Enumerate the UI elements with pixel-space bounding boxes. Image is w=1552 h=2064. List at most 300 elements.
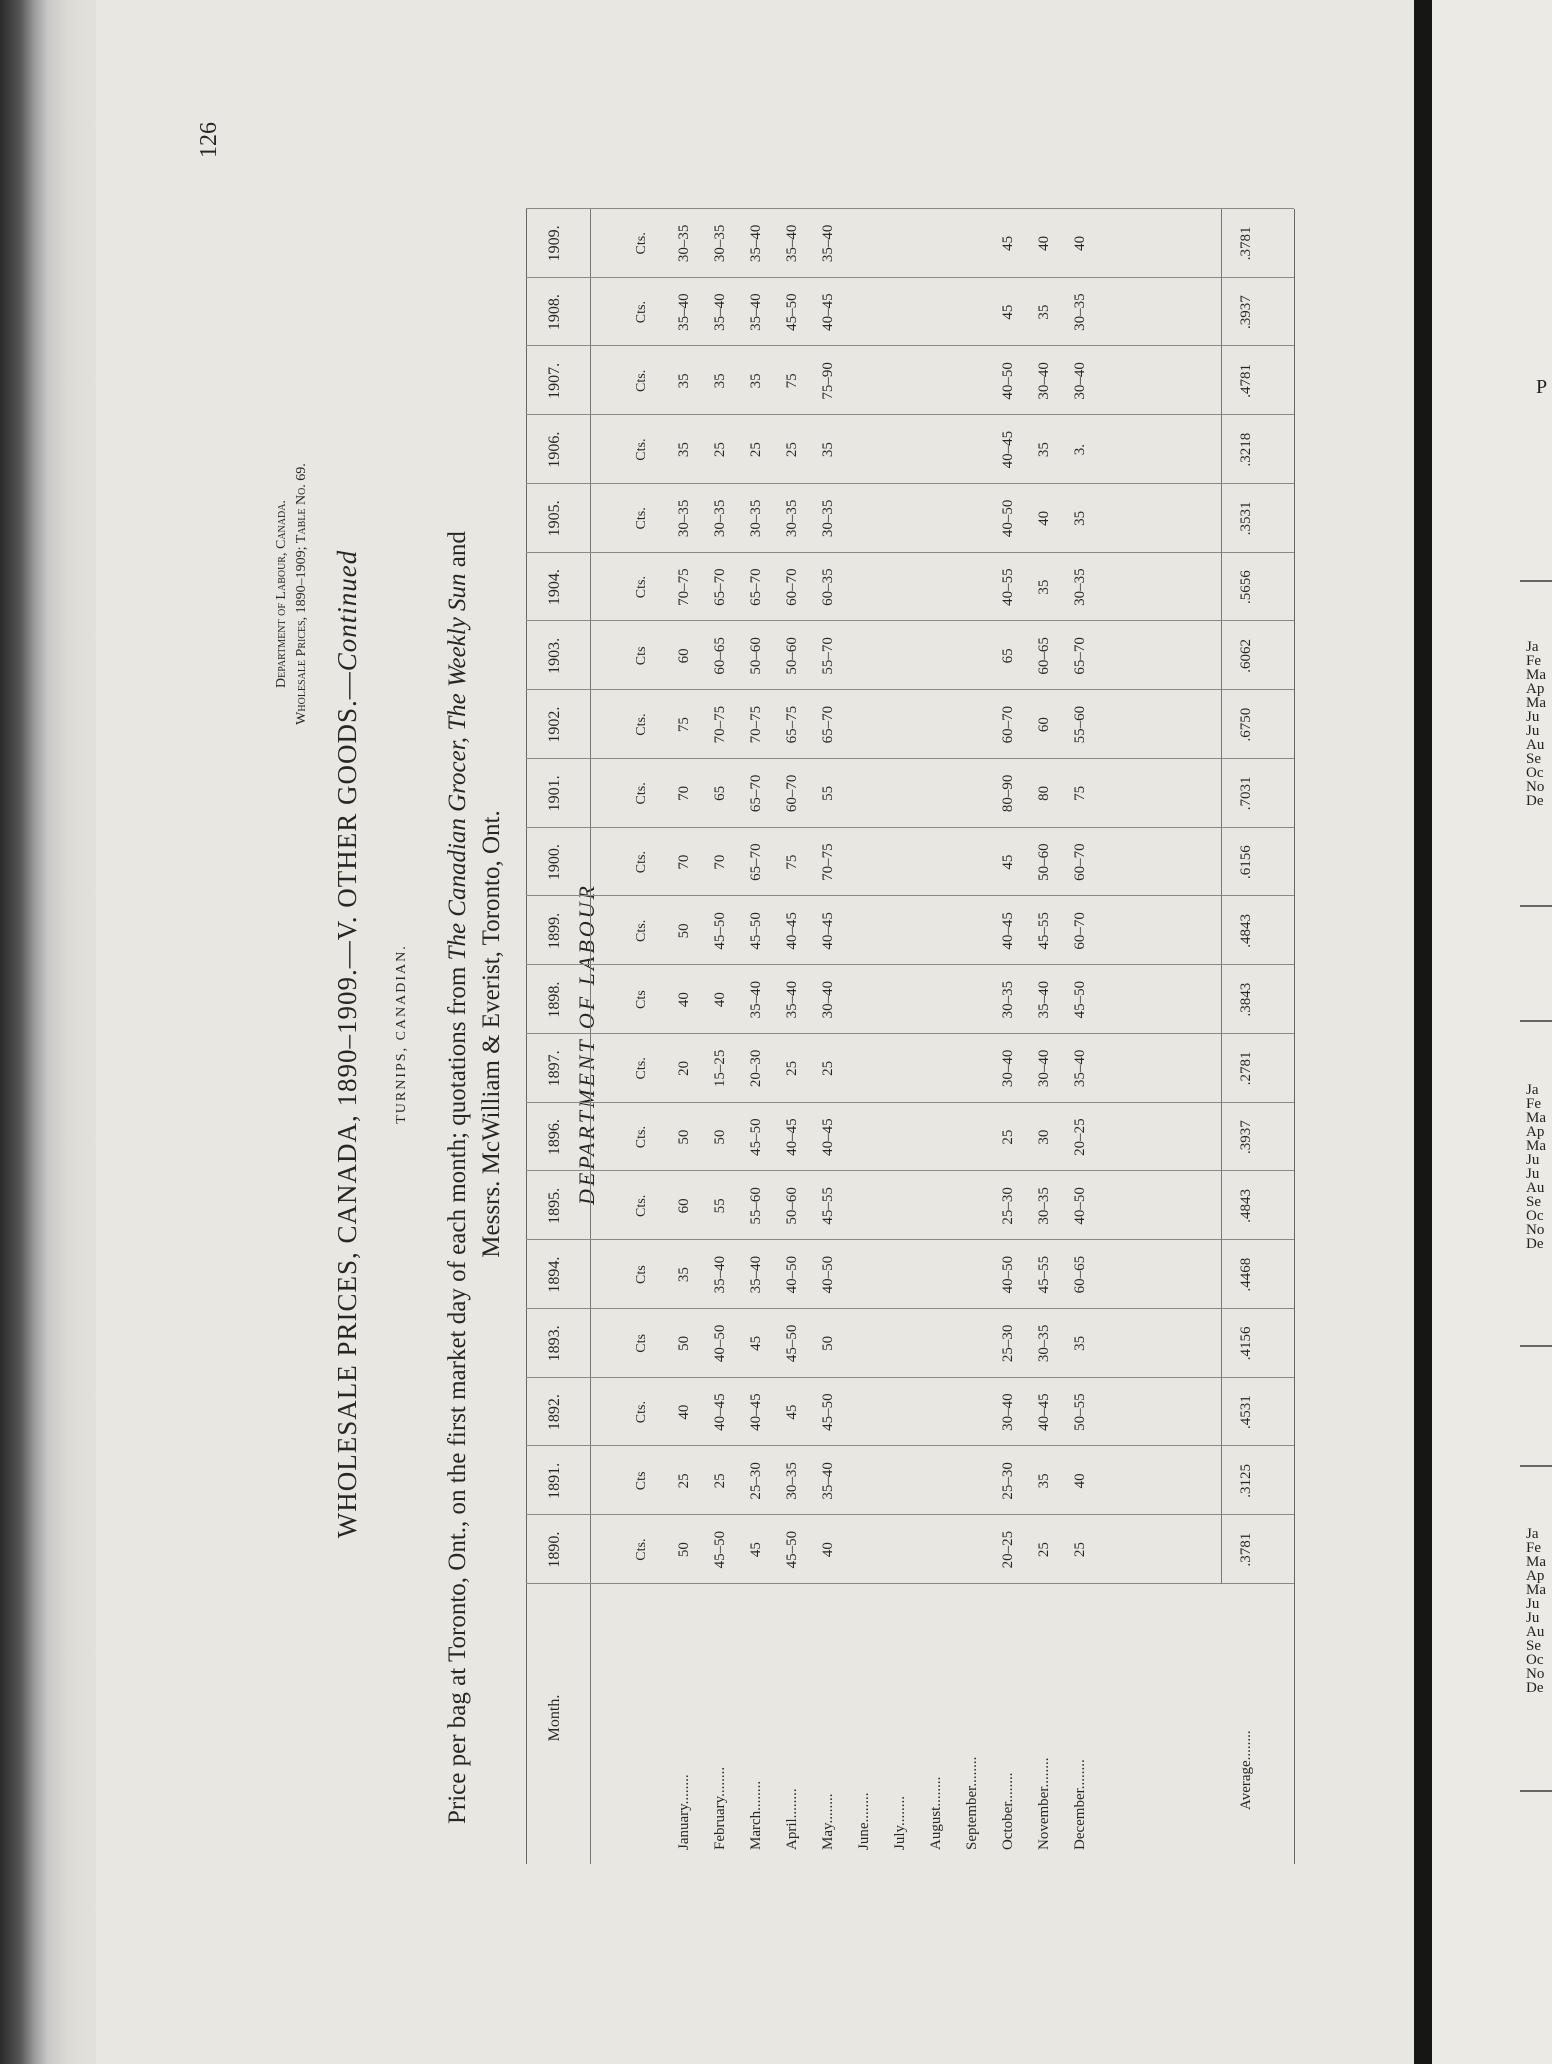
price-cell: 40–55 — [1000, 568, 1016, 606]
price-cell: 40 — [1036, 235, 1052, 251]
price-cell: 35–40 — [748, 1255, 764, 1294]
price-cell: 35–40 — [820, 1462, 836, 1500]
price-cell: 40–45 — [1036, 1393, 1052, 1431]
department-credit — [272, 394, 312, 794]
price-cell: 60–70 — [1072, 912, 1088, 950]
facing-page-month-fragment: Ma — [1526, 667, 1546, 683]
price-cell: 30–40 — [1036, 1049, 1052, 1088]
price-cell: 45 — [748, 1542, 764, 1558]
price-cell: 70 — [676, 854, 692, 870]
year-header: 1909. — [546, 225, 563, 262]
price-cell: 60 — [676, 648, 692, 664]
price-cell: 45–50 — [784, 1324, 800, 1363]
average-cell: .4468 — [1238, 1257, 1254, 1292]
price-cell: 30 — [1036, 1129, 1052, 1145]
price-cell: 50 — [676, 1335, 692, 1351]
average-cell: .2781 — [1238, 1051, 1254, 1086]
average-cell: .3125 — [1238, 1464, 1254, 1498]
price-cell: 40–50 — [1000, 1255, 1016, 1294]
price-cell: 60 — [1036, 717, 1052, 733]
facing-page-month-fragment: Ju — [1526, 1610, 1540, 1626]
price-cell: 20–30 — [748, 1049, 764, 1088]
facing-page-month-fragment: Ma — [1526, 1582, 1546, 1598]
price-cell: 55–60 — [748, 1187, 764, 1225]
price-cell: 35–40 — [712, 1255, 728, 1294]
price-cell: 40–45 — [820, 1118, 836, 1156]
month-label: March........ — [748, 1780, 764, 1850]
year-header: 1891. — [546, 1462, 563, 1499]
price-cell: 75 — [784, 373, 800, 389]
facing-page-month-fragment: De — [1526, 1680, 1544, 1696]
price-cell: 30–35 — [1036, 1324, 1052, 1363]
price-cell: 25–30 — [1000, 1324, 1016, 1363]
price-cell: 30–35 — [1000, 980, 1016, 1019]
price-cell: 30–35 — [784, 499, 800, 538]
price-cell: 35–40 — [676, 293, 692, 331]
unit-label: Cts. — [634, 301, 649, 324]
average-cell: .4843 — [1238, 914, 1254, 948]
facing-page-month-fragment: Se — [1526, 1194, 1541, 1210]
month-label: October........ — [1000, 1772, 1016, 1850]
price-cell: 40–45 — [784, 912, 800, 950]
month-label: December........ — [1072, 1759, 1088, 1850]
table-bottom-rule — [1294, 209, 1295, 1864]
unit-label: Cts. — [634, 1194, 649, 1217]
price-cell: 60–70 — [784, 568, 800, 606]
price-cell: 30–35 — [1072, 293, 1088, 331]
facing-page-month-fragment: No — [1526, 779, 1545, 795]
price-cell: 30–35 — [1036, 1187, 1052, 1225]
unit-label: Cts. — [634, 369, 649, 392]
price-cell: 30–40 — [820, 980, 836, 1019]
price-cell: 45 — [1000, 854, 1016, 870]
price-cell: 45 — [1000, 304, 1016, 320]
price-cell: 25–30 — [1000, 1462, 1016, 1500]
unit-label: Cts. — [634, 782, 649, 805]
facing-page-month-fragment: Ju — [1526, 1166, 1540, 1182]
average-cell: .7031 — [1238, 776, 1254, 811]
price-cell: 45–50 — [820, 1393, 836, 1431]
average-cell: .4156 — [1238, 1326, 1254, 1361]
facing-page-month-fragment: Ju — [1526, 1596, 1540, 1612]
price-cell: 35–40 — [748, 224, 764, 263]
facing-page-month-fragment: Ma — [1526, 1554, 1546, 1570]
price-cell: 35 — [1036, 1473, 1052, 1489]
price-cell: 60–65 — [712, 637, 728, 675]
price-cell: 20 — [676, 1060, 692, 1076]
price-cell: 70 — [676, 785, 692, 801]
price-cell: 60–65 — [1036, 637, 1052, 675]
price-cell: 70–75 — [676, 568, 692, 606]
price-cell: 35 — [712, 373, 728, 389]
price-cell: 20–25 — [1000, 1530, 1016, 1569]
price-cell: 30–35 — [820, 499, 836, 538]
facing-page-month-fragment: Ma — [1526, 695, 1546, 711]
facing-page-letter: P — [1536, 376, 1548, 398]
price-cell: 45–50 — [784, 293, 800, 331]
price-cell: 40 — [712, 992, 728, 1008]
year-header: 1902. — [546, 706, 563, 743]
price-cell: 45 — [784, 1404, 800, 1420]
facing-page-rule — [1520, 1020, 1552, 1022]
facing-page-rule — [1520, 1465, 1552, 1467]
price-cell: 30–35 — [748, 499, 764, 538]
average-cell: .3781 — [1238, 1532, 1254, 1567]
table-top-rule — [526, 209, 527, 1864]
price-cell: 50 — [676, 923, 692, 939]
price-cell: 40 — [1072, 1473, 1088, 1489]
price-cell: 30–40 — [1000, 1049, 1016, 1088]
facing-page-month-fragment: Ju — [1526, 1152, 1540, 1168]
price-cell: 30–35 — [1072, 568, 1088, 606]
unit-label: Cts. — [634, 1126, 649, 1149]
average-cell: .3937 — [1238, 295, 1254, 329]
price-cell: 75–90 — [820, 362, 836, 400]
facing-page-month-fragment: Oc — [1526, 1208, 1544, 1224]
price-cell: 60–35 — [820, 568, 836, 606]
price-cell: 70 — [712, 854, 728, 870]
table-header-rule — [590, 209, 591, 1864]
price-cell: 50–60 — [784, 1187, 800, 1225]
price-cell: 65–70 — [748, 843, 764, 881]
price-cell: 15–25 — [712, 1049, 728, 1088]
facing-page-month-fragment: Se — [1526, 751, 1541, 767]
price-cell: 60–70 — [784, 774, 800, 813]
price-cell: 25 — [820, 1060, 836, 1076]
intro-line-2: Messrs. McWilliam & Everist, Toronto, Ont. — [478, 810, 505, 1258]
facing-page-month-fragment: Ja — [1526, 639, 1539, 655]
price-cell: 25 — [748, 442, 764, 458]
price-cell: 25–30 — [748, 1462, 764, 1500]
facing-page-month-fragment: No — [1526, 1222, 1545, 1238]
unit-label: Cts. — [634, 919, 649, 942]
price-cell: 40 — [676, 1404, 692, 1420]
year-header: 1900. — [546, 844, 563, 881]
department-credit-line-2: Wholesale Prices, 1890–1909; Table No. 69. — [294, 463, 309, 725]
price-cell: 50 — [820, 1335, 836, 1351]
facing-page-rule — [1520, 905, 1552, 907]
average-cell: .4843 — [1238, 1189, 1254, 1223]
price-cell: 25 — [784, 1060, 800, 1076]
price-cell: 45–55 — [1036, 1255, 1052, 1294]
price-cell: 35 — [1072, 1335, 1088, 1351]
price-cell: 40–50 — [1000, 499, 1016, 538]
average-cell: .6750 — [1238, 707, 1254, 742]
price-cell: 35 — [676, 1267, 692, 1283]
price-cell: 45–55 — [820, 1187, 836, 1225]
price-cell: 40 — [1036, 510, 1052, 526]
unit-label: Cts — [634, 990, 649, 1009]
facing-page-month-fragment: Ap — [1526, 681, 1545, 697]
unit-label: Cts. — [634, 713, 649, 736]
unit-label: Cts. — [634, 576, 649, 599]
price-cell: 65–70 — [712, 568, 728, 606]
month-label: July........ — [892, 1795, 908, 1850]
year-header: 1893. — [546, 1325, 563, 1362]
price-cell: 35–40 — [1036, 980, 1052, 1019]
price-cell: 50 — [676, 1129, 692, 1145]
facing-page-month-fragment: Ju — [1526, 723, 1540, 739]
price-cell: 50 — [676, 1542, 692, 1558]
intro-line-1 — [444, 244, 472, 1824]
facing-page-month-fragment: De — [1526, 1236, 1544, 1252]
price-cell: 25 — [1036, 1542, 1052, 1558]
price-cell: 65 — [712, 785, 728, 801]
price-cell: 40 — [820, 1542, 836, 1558]
rotated-page-content — [96, 0, 1414, 2064]
year-header: 1901. — [546, 775, 563, 812]
month-label: August........ — [928, 1776, 944, 1850]
price-cell: 40–45 — [1000, 912, 1016, 950]
price-cell: 75 — [676, 717, 692, 733]
price-cell: 30–40 — [1036, 362, 1052, 400]
year-header: 1899. — [546, 912, 563, 949]
price-cell: 45–50 — [712, 912, 728, 950]
price-cell: 65–70 — [1072, 637, 1088, 675]
price-cell: 25 — [676, 1473, 692, 1489]
average-cell: .5656 — [1238, 570, 1254, 604]
price-cell: 50–60 — [1036, 843, 1052, 881]
price-cell: 40–45 — [784, 1118, 800, 1156]
facing-page-month-fragment: Au — [1526, 1180, 1545, 1196]
facing-page-month-fragment: Se — [1526, 1638, 1541, 1654]
price-cell: 20–25 — [1072, 1118, 1088, 1156]
unit-label: Cts — [634, 646, 649, 666]
price-cell: 40–45 — [820, 912, 836, 950]
facing-page-month-fragment: Ja — [1526, 1082, 1539, 1098]
year-header: 1908. — [546, 294, 563, 331]
price-cell: 30–40 — [1000, 1393, 1016, 1431]
price-cell: 30–35 — [676, 499, 692, 538]
price-cell: 35–40 — [748, 980, 764, 1019]
price-cell: 30–35 — [676, 224, 692, 263]
page-number: 126 — [196, 122, 222, 158]
average-cell: .3781 — [1238, 226, 1254, 261]
year-header: 1906. — [546, 431, 563, 468]
table-subtitle: TURNIPS, CANADIAN. — [394, 944, 409, 1124]
year-header: 1903. — [546, 637, 563, 674]
price-cell: 60 — [676, 1198, 692, 1214]
unit-label: Cts. — [634, 507, 649, 530]
facing-page-rule — [1520, 580, 1552, 582]
unit-label: Cts — [634, 1265, 649, 1284]
year-header: 1894. — [546, 1256, 563, 1293]
price-cell: 45–55 — [1036, 912, 1052, 950]
price-cell: 50–60 — [784, 637, 800, 675]
price-cell: 55–60 — [1072, 705, 1088, 744]
facing-page-month-fragment: Oc — [1526, 1652, 1544, 1668]
price-cell: 55–70 — [820, 637, 836, 675]
facing-page-month-fragment: Ap — [1526, 1568, 1545, 1584]
facing-page-month-fragment: Fe — [1526, 1540, 1541, 1556]
facing-page-rule — [1520, 1790, 1552, 1792]
price-cell: 50–55 — [1072, 1393, 1088, 1431]
price-cell: 35–40 — [784, 224, 800, 263]
price-cell: 55 — [820, 785, 836, 801]
facing-page-month-fragment: Au — [1526, 737, 1545, 753]
month-label: April........ — [784, 1788, 800, 1850]
price-cell: 75 — [1072, 785, 1088, 801]
price-cell: 60–70 — [1000, 705, 1016, 744]
year-header: 1895. — [546, 1187, 563, 1224]
price-cell: 80 — [1036, 785, 1052, 801]
price-cell: 45–50 — [784, 1530, 800, 1569]
price-cell: 60–65 — [1072, 1255, 1088, 1294]
average-cell: .6062 — [1238, 639, 1254, 673]
price-cell: 40–45 — [712, 1393, 728, 1431]
price-cell: 35–40 — [712, 293, 728, 331]
price-cell: 45–50 — [712, 1530, 728, 1569]
price-cell: 80–90 — [1000, 774, 1016, 813]
intro-conjunction: and — [444, 531, 471, 574]
price-cell: 25 — [712, 1473, 728, 1489]
facing-page-month-fragment: Fe — [1526, 653, 1541, 669]
price-cell: 65–70 — [820, 705, 836, 744]
year-header: 1892. — [546, 1394, 563, 1431]
facing-page-month-fragment: Ma — [1526, 1138, 1546, 1154]
price-cell: 70–75 — [748, 705, 764, 744]
page-title — [332, 494, 363, 1594]
year-header: 1898. — [546, 981, 563, 1018]
price-cell: 40 — [1072, 235, 1088, 251]
price-cell: 3. — [1072, 444, 1088, 456]
price-cell: 45 — [748, 1335, 764, 1351]
month-label: January........ — [676, 1774, 692, 1850]
year-header: 1907. — [546, 362, 563, 399]
facing-page-month-fragment: No — [1526, 1666, 1545, 1682]
facing-page-rule — [1520, 1345, 1552, 1347]
price-cell: 35–40 — [748, 293, 764, 331]
price-cell: 65 — [1000, 648, 1016, 664]
average-cell: .6156 — [1238, 845, 1254, 879]
average-cell: .4531 — [1238, 1395, 1254, 1429]
price-cell: 40–50 — [1072, 1187, 1088, 1225]
price-cell: 75 — [784, 854, 800, 870]
unit-label: Cts. — [634, 1538, 649, 1561]
average-cell: .3937 — [1238, 1120, 1254, 1154]
price-cell: 40–50 — [820, 1255, 836, 1294]
price-cell: 40–45 — [820, 293, 836, 331]
year-header: 1890. — [546, 1531, 563, 1568]
price-cell: 35 — [1036, 304, 1052, 320]
price-cell: 65–70 — [748, 774, 764, 813]
price-cell: 25 — [1072, 1542, 1088, 1558]
year-header: 1904. — [546, 569, 563, 606]
price-cell: 70–75 — [712, 705, 728, 744]
price-cell: 45–50 — [748, 1118, 764, 1156]
unit-label: Cts. — [634, 851, 649, 874]
price-cell: 65–70 — [748, 568, 764, 606]
year-header: 1905. — [546, 500, 563, 537]
price-cell: 60–70 — [1072, 843, 1088, 881]
price-cell: 35 — [748, 373, 764, 389]
price-cell: 30–40 — [1072, 362, 1088, 400]
facing-page-month-fragment: Ap — [1526, 1124, 1545, 1140]
price-cell: 65–75 — [784, 705, 800, 744]
price-table — [526, 209, 1294, 1864]
price-cell: 40–45 — [748, 1393, 764, 1431]
facing-page-month-fragment: Ma — [1526, 1110, 1546, 1126]
price-cell: 45 — [1000, 235, 1016, 251]
price-cell: 35 — [676, 442, 692, 458]
price-cell: 45–50 — [1072, 980, 1088, 1019]
month-label: February........ — [712, 1766, 728, 1850]
unit-label: Cts — [634, 1334, 649, 1353]
price-cell: 40–50 — [784, 1255, 800, 1294]
unit-label: Cts. — [634, 438, 649, 461]
price-cell: 25 — [712, 442, 728, 458]
price-cell: 25 — [784, 442, 800, 458]
book-binding — [0, 0, 96, 2064]
price-cell: 35 — [676, 373, 692, 389]
average-cell: .4781 — [1238, 364, 1254, 398]
average-cell: .3218 — [1238, 432, 1254, 467]
page-title-suffix: Continued — [332, 549, 362, 672]
unit-label: Cts. — [634, 1057, 649, 1080]
price-cell: 40–45 — [1000, 430, 1016, 469]
running-head: DEPARTMENT OF LABOUR — [574, 883, 599, 1205]
facing-page-edge — [1432, 0, 1552, 2064]
price-cell: 35–40 — [784, 980, 800, 1019]
unit-label: Cts — [634, 1471, 649, 1491]
average-rule — [1221, 209, 1222, 1584]
price-cell: 35–40 — [820, 224, 836, 263]
unit-label: Cts. — [634, 1401, 649, 1424]
price-cell: 35 — [1036, 579, 1052, 595]
price-cell: 50 — [712, 1129, 728, 1145]
price-cell: 30–35 — [784, 1462, 800, 1500]
month-label: May........ — [820, 1793, 836, 1850]
facing-page-month-fragment: Oc — [1526, 765, 1544, 781]
average-label: Average........ — [1238, 1730, 1254, 1810]
price-cell: 35 — [1036, 442, 1052, 458]
price-cell: 55 — [712, 1198, 728, 1214]
price-cell: 40 — [676, 992, 692, 1008]
page-title-text: WHOLESALE PRICES, CANADA, 1890–1909.—V. OTHER GOODS.— — [332, 671, 362, 1539]
month-label: November........ — [1036, 1757, 1052, 1850]
facing-page-month-fragment: Fe — [1526, 1096, 1541, 1112]
price-cell: 40–50 — [712, 1324, 728, 1363]
price-cell: 50–60 — [748, 637, 764, 675]
average-cell: .3531 — [1238, 501, 1254, 536]
intro-text: Price per bag at Toronto, Ont., on the first market day of each month; quotations from — [444, 960, 471, 1824]
year-header: 1897. — [546, 1050, 563, 1087]
price-cell: 25–30 — [1000, 1187, 1016, 1225]
department-credit-line-1: Department of Labour, Canada. — [274, 500, 289, 688]
facing-page-month-fragment: Au — [1526, 1624, 1545, 1640]
price-cell: 35 — [820, 442, 836, 458]
average-cell: .3843 — [1238, 982, 1254, 1017]
intro-sources: The Canadian Grocer, The Weekly Sun — [444, 573, 471, 961]
price-cell: 30–35 — [712, 499, 728, 538]
price-cell: 40–50 — [1000, 362, 1016, 400]
price-cell: 35 — [1072, 510, 1088, 526]
facing-page-month-fragment: Ja — [1526, 1526, 1539, 1542]
facing-page-month-fragment: Ju — [1526, 709, 1540, 725]
scanned-page — [96, 0, 1414, 2064]
unit-label: Cts. — [634, 232, 649, 255]
price-cell: 25 — [1000, 1129, 1016, 1145]
month-label: June........ — [856, 1792, 872, 1850]
price-cell: 35–40 — [1072, 1049, 1088, 1088]
facing-page-month-fragment: De — [1526, 793, 1544, 809]
month-column-header: Month. — [546, 1694, 563, 1742]
month-label: September........ — [964, 1756, 980, 1850]
year-header: 1896. — [546, 1119, 563, 1156]
price-cell: 45–50 — [748, 912, 764, 950]
price-cell: 30–35 — [712, 224, 728, 263]
price-cell: 70–75 — [820, 843, 836, 881]
